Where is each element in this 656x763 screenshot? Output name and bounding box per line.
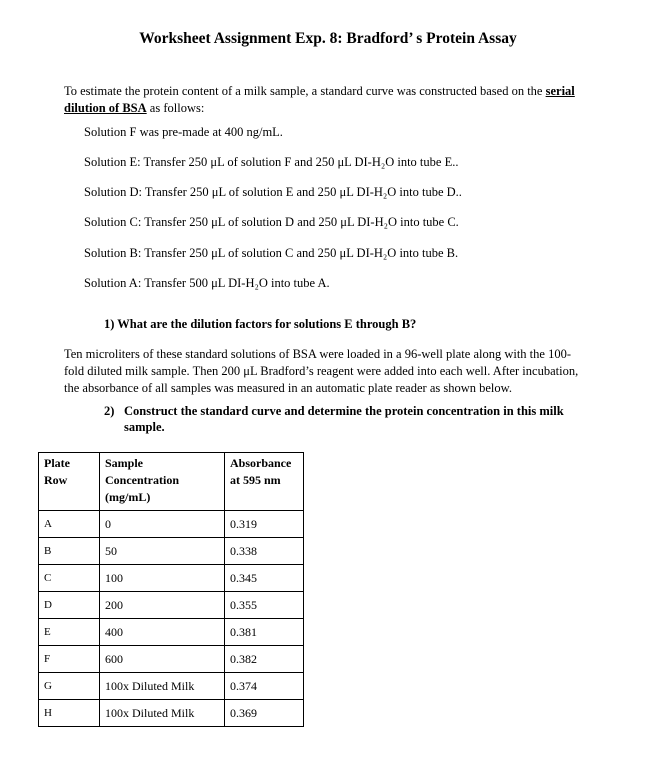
table-row [39,538,304,565]
serial-dilution-term: serial dilution of BSA [64,84,575,115]
row-label: G [39,673,100,700]
table-row [39,511,304,538]
step-solution-c: Solution C: Transfer 250 μL of solution D and 250 μL DI-H₂O into tube C. [84,215,459,229]
concentration-cell: 400 [100,619,225,646]
concentration-cell: 100 [100,565,225,592]
table-row [39,592,304,619]
page-title: Worksheet Assignment Exp. 8: Bradford’ s Protein Assay [139,30,517,47]
step-solution-e: Solution E: Transfer 250 μL of solution F and 250 μL DI-H₂O into tube E.. [84,155,459,169]
header-sample-concentration: Sample Concentration (mg/mL) [100,453,225,511]
absorbance-cell: 0.369 [225,700,304,727]
concentration-cell: 0 [100,511,225,538]
concentration-cell: 200 [100,592,225,619]
row-label: F [39,646,100,673]
step-solution-f: Solution F was pre-made at 400 ng/mL. [84,125,283,139]
question-2 [104,403,574,435]
concentration-cell: 100x Diluted Milk [100,700,225,727]
absorbance-cell: 0.374 [225,673,304,700]
table-row [39,673,304,700]
table-row [39,700,304,727]
header-plate-row: Plate Row [39,453,100,511]
absorbance-table [38,452,304,727]
row-label: H [39,700,100,727]
absorbance-cell: 0.355 [225,592,304,619]
row-label: B [39,538,100,565]
procedure-paragraph: Ten microliters of these standard solutions of BSA were loaded in a 96-well plate along with the 100-fold diluted milk sample. Then 200 μL Bradford’s reagent were added into each well. After incubation, the absorbance of all samples was measured in an automatic plate reader as shown below. [64,347,579,395]
table-header-row [39,453,304,511]
row-label: D [39,592,100,619]
intro-text-after: as follows: [146,101,205,115]
question-2-text: Construct the standard curve and determine the protein concentration in this milk sample. [124,404,564,434]
row-label: C [39,565,100,592]
header-absorbance: Absorbance at 595 nm [225,453,304,511]
row-label: A [39,511,100,538]
question-1: 1) What are the dilution factors for solutions E through B? [104,317,417,331]
absorbance-cell: 0.382 [225,646,304,673]
absorbance-cell: 0.338 [225,538,304,565]
table-row [39,565,304,592]
row-label: E [39,619,100,646]
step-solution-a: Solution A: Transfer 500 μL DI-H₂O into tube A. [84,276,330,290]
table-row [39,646,304,673]
step-solution-b: Solution B: Transfer 250 μL of solution C and 250 μL DI-H₂O into tube B. [84,246,459,260]
step-solution-d: Solution D: Transfer 250 μL of solution E and 250 μL DI-H₂O into tube D.. [84,185,462,199]
question-2-number: 2) [104,404,115,418]
absorbance-cell: 0.381 [225,619,304,646]
concentration-cell: 600 [100,646,225,673]
absorbance-cell: 0.319 [225,511,304,538]
intro-text-before: To estimate the protein content of a milk sample, a standard curve was constructed based on the [64,84,546,98]
table-row [39,619,304,646]
concentration-cell: 100x Diluted Milk [100,673,225,700]
intro-paragraph [64,83,584,117]
absorbance-cell: 0.345 [225,565,304,592]
concentration-cell: 50 [100,538,225,565]
